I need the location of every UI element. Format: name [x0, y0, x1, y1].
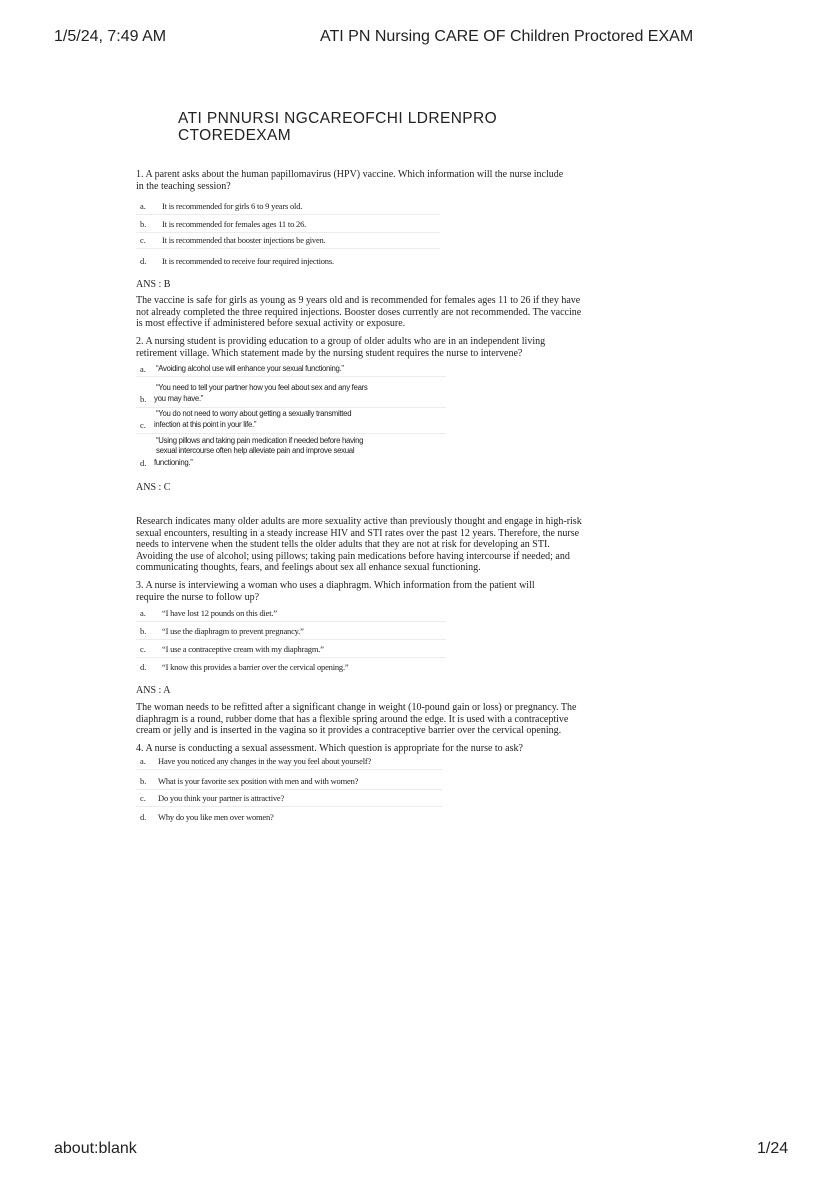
question-3-option-b — [136, 624, 446, 640]
question-4-stem: 4. A nurse is conducting a sexual assessment. Which question is appropriate for the nurse to ask? — [136, 743, 523, 754]
option-text: What is your favorite sex position with men and with women? — [158, 776, 359, 786]
question-1-option-b — [136, 217, 440, 233]
print-page-number: 1/24 — [757, 1140, 789, 1157]
option-text: Do you think your partner is attractive? — [158, 793, 285, 803]
option-letter: c. — [140, 420, 146, 430]
option-letter: c. — [140, 644, 146, 654]
question-3-rationale: The woman needs to be refitted after a significant change in weight (10-pound gain or loss) or pregnancy. The diaphragm is a round, rubber dome that has a flexible spring around the edge. It is used with a contraceptive cream or jelly and is inserted in the vagina so it provides a contraceptive barrier over the cervical opening. — [136, 702, 577, 736]
question-3-answer: ANS : A — [136, 685, 171, 696]
print-datetime: 1/5/24, 7:49 AM — [54, 28, 167, 45]
option-text-line1: “Using pillows and taking pain medication if needed before having sexual intercourse often help alleviate pain and improve sexual — [156, 436, 364, 455]
question-1-rationale: The vaccine is safe for girls as young as 9 years old and is recommended for females ages 11 to 26 if they have not already completed the three required injections. Booster doses currently are not recommended. The vaccine is most effective if administered before sexual activity or exposure. — [136, 295, 582, 329]
question-3-option-c — [136, 642, 446, 658]
question-3-option-a — [136, 606, 446, 622]
question-1-option-c — [136, 233, 440, 249]
question-2-option-c — [136, 409, 446, 434]
option-text-line2: you may have.” — [154, 394, 204, 403]
option-letter: d. — [140, 256, 147, 266]
question-4-option-a — [136, 754, 442, 770]
option-letter: b. — [140, 776, 147, 786]
option-text-line2: functioning.” — [154, 458, 193, 467]
question-4-option-d — [136, 810, 442, 825]
option-text: It is recommended for girls 6 to 9 years old. — [162, 201, 303, 211]
question-2-option-b — [136, 383, 446, 408]
question-4-option-c — [136, 791, 442, 807]
option-text: “Avoiding alcohol use will enhance your sexual functioning.” — [156, 364, 344, 373]
option-letter: a. — [140, 756, 146, 766]
question-2-answer: ANS : C — [136, 482, 171, 493]
question-2-stem: 2. A nursing student is providing education to a group of older adults who are in an independent living retirement village. Which statement made by the nursing student requires the nurse to intervene? — [136, 336, 546, 359]
question-2-option-a — [136, 362, 446, 377]
question-1-option-a — [136, 199, 440, 215]
option-text: “I have lost 12 pounds on this diet.” — [162, 608, 277, 618]
print-header-title: ATI PN Nursing CARE OF Children Proctored EXAM — [320, 28, 694, 45]
option-text: “I use the diaphragm to prevent pregnancy.” — [162, 626, 304, 636]
question-1-answer: ANS : B — [136, 279, 171, 290]
option-letter: a. — [140, 201, 146, 211]
question-4-option-b — [136, 774, 442, 790]
print-footer-url: about:blank — [54, 1140, 137, 1157]
option-letter: c. — [140, 793, 146, 803]
question-1-stem: 1. A parent asks about the human papillomavirus (HPV) vaccine. Which information will the nurse include in the teaching session? — [136, 169, 564, 192]
option-letter: a. — [140, 608, 146, 618]
option-letter: a. — [140, 364, 146, 374]
option-text: Have you noticed any changes in the way you feel about yourself? — [158, 756, 372, 766]
option-text-line1: “You need to tell your partner how you feel about sex and any fears — [156, 383, 368, 392]
option-text: “I know this provides a barrier over the cervical opening.” — [162, 662, 349, 672]
option-text: Why do you like men over women? — [158, 812, 274, 822]
option-text: It is recommended for females ages 11 to 26. — [162, 219, 307, 229]
option-text: “I use a contraceptive cream with my diaphragm.” — [162, 644, 324, 654]
document-title: ATI PNNURSI NGCAREOFCHI LDRENPRO CTOREDEXAM — [178, 110, 498, 144]
option-letter: d. — [140, 812, 147, 822]
question-2-rationale: Research indicates many older adults are more sexuality active than previously thought and engage in high-risk sexual encounters, resulting in a steady increase HIV and STI rates over the past 12 years. Therefore, the nurse needs to intervene when the student tells the older adults that they are not at risk for developing an STI. Avoiding the use of alcohol; using pillows; taking pain medications before having intercourse if needed; and communicating thoughts, fears, and feelings about sex all enhance sexual functioning. — [136, 516, 582, 573]
option-letter: b. — [140, 626, 147, 636]
option-letter: c. — [140, 235, 146, 245]
question-2-option-d — [136, 436, 446, 470]
option-letter: d. — [140, 458, 147, 468]
option-text-line2: infection at this point in your life.” — [154, 420, 257, 429]
question-1-option-d — [136, 254, 440, 269]
option-letter: b. — [140, 219, 147, 229]
option-text-line1: “You do not need to worry about getting a sexually transmitted — [156, 409, 352, 418]
option-letter: d. — [140, 662, 147, 672]
question-3-stem: 3. A nurse is interviewing a woman who uses a diaphragm. Which information from the patient will require the nurse to follow up? — [136, 580, 535, 603]
option-letter: b. — [140, 394, 147, 404]
question-3-option-d — [136, 660, 446, 675]
option-text: It is recommended that booster injections be given. — [162, 235, 326, 245]
option-text: It is recommended to receive four required injections. — [162, 256, 334, 266]
